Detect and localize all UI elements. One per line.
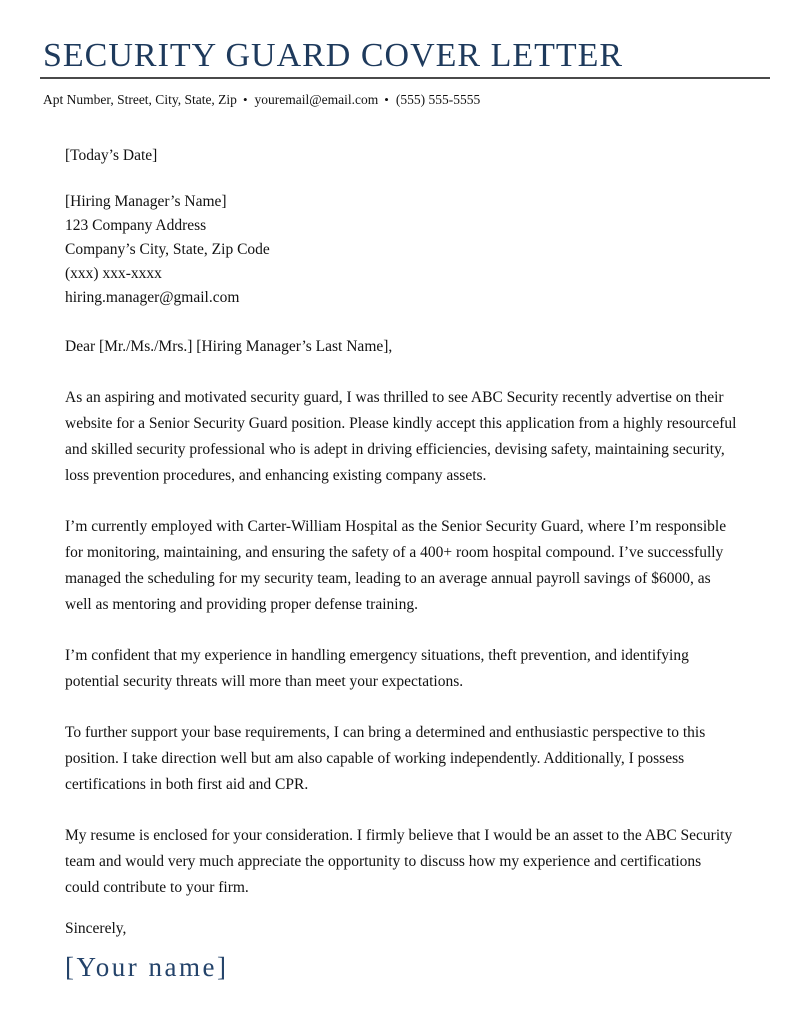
closing-salutation: Sincerely, xyxy=(65,920,127,937)
paragraph-confidence: I’m confident that my experience in handling emergency situations, theft prevention, and identifying potential security threats will more than meet your expectations. xyxy=(65,647,689,690)
contact-line xyxy=(43,91,800,108)
greeting: Dear [Mr./Ms./Mrs.] [Hiring Manager’s Last Name], xyxy=(65,338,393,355)
paragraph-current-role: I’m currently employed with Carter-William Hospital as the Senior Security Guard, where I’m responsible for monitoring, maintaining, and ensuring the safety of a 400+ room hospital compound. I’ve successfully managed the scheduling for my security team, leading to an average annual payroll savings of $6000, as well as mentoring and providing proper defense training. xyxy=(65,518,727,613)
paragraph-closing: My resume is enclosed for your consideration. I firmly believe that I would be an asset to the ABC Security team and would very much appreciate the opportunity to discuss how my experience and certifications could contribute to your firm. xyxy=(65,827,733,896)
recipient-phone: (xxx) xxx-xxxx xyxy=(65,265,162,282)
letter-header xyxy=(0,0,800,108)
recipient-name: [Hiring Manager’s Name] xyxy=(65,193,227,210)
paragraph-intro: As an aspiring and motivated security guard, I was thrilled to see ABC Security recently advertise on their website for a Senior Security Guard position. Please kindly accept this application from a highly resourceful and skilled security professional who is adept in driving efficiencies, devising safety, maintaining security, loss prevention procedures, and enhancing existing company assets. xyxy=(65,389,737,484)
letter-body xyxy=(65,143,737,983)
contact-phone: (555) 555-5555 xyxy=(395,92,481,107)
date-placeholder: [Today’s Date] xyxy=(65,147,158,164)
recipient-street: 123 Company Address xyxy=(65,217,207,234)
signature-name-placeholder: [Your name] xyxy=(65,952,229,982)
recipient-city-state-zip: Company’s City, State, Zip Code xyxy=(65,241,270,258)
contact-address: Apt Number, Street, City, State, Zip xyxy=(43,92,237,107)
recipient-address-block xyxy=(65,190,737,310)
page-title: SECURITY GUARD COVER LETTER xyxy=(43,37,624,74)
recipient-email: hiring.manager@gmail.com xyxy=(65,289,240,306)
contact-email: youremail@email.com xyxy=(254,92,379,107)
header-divider xyxy=(40,77,770,79)
bullet-separator: • xyxy=(242,92,248,107)
paragraph-qualifications: To further support your base requirements, I can bring a determined and enthusiastic perspective to this position. I take direction well but am also capable of working independently. Additionally, I possess certifications in both first aid and CPR. xyxy=(65,724,706,793)
bullet-separator: • xyxy=(384,92,389,107)
